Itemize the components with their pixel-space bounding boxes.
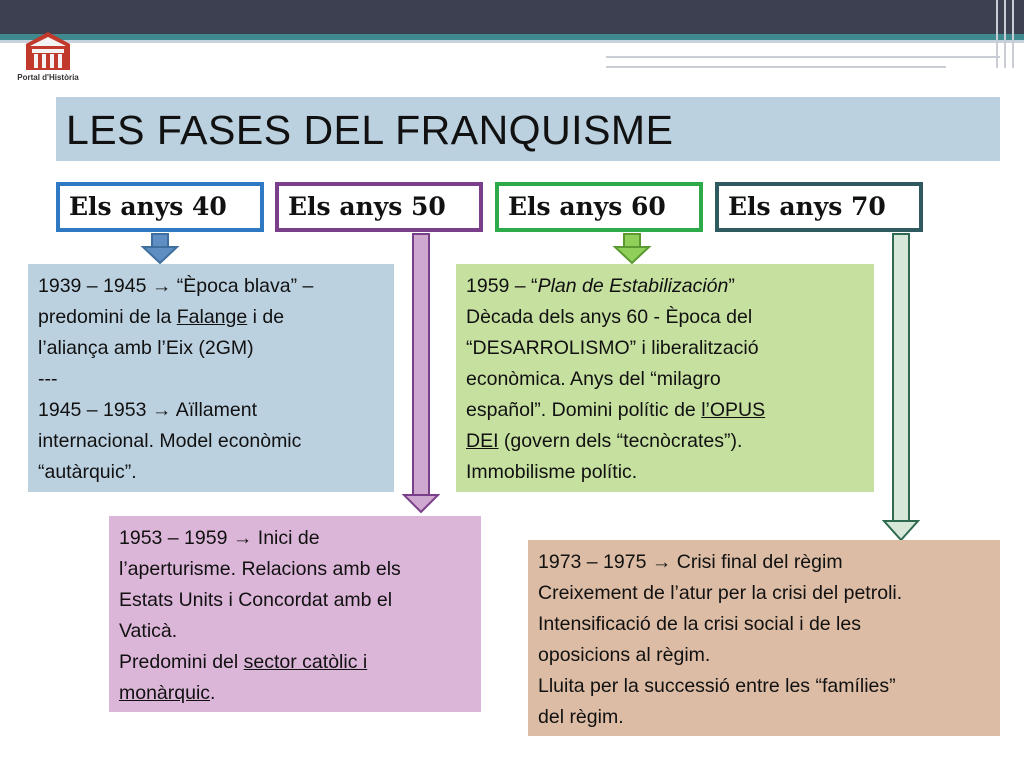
arrow-60 <box>615 234 649 263</box>
text: Lluita per la successió entre les “famílies” <box>538 675 896 697</box>
text: “DESARROLISMO” i liberalització <box>466 337 759 359</box>
text: internacional. Model econòmic <box>38 430 302 452</box>
text: Intensificació de la crisi social i de les <box>538 613 861 635</box>
text: Crisi final del règim <box>671 551 843 573</box>
box-anys-60 <box>456 264 874 492</box>
text: Aïllament <box>171 399 257 421</box>
text: “autàrquic”. <box>38 461 137 483</box>
right-arrow-icon: → <box>651 551 672 573</box>
text: 1973 – 1975 <box>538 551 652 573</box>
arrow-40 <box>143 234 177 263</box>
text: del règim. <box>538 706 624 728</box>
box-anys-40 <box>28 264 394 492</box>
box-anys-50 <box>109 516 481 712</box>
plan-estabilizacion-term: Plan de Estabilización <box>537 275 729 297</box>
opus-dei-term: DEI <box>466 430 499 452</box>
text: Inici de <box>252 527 320 549</box>
text: oposicions al règim. <box>538 644 711 666</box>
arrow-50 <box>404 234 438 512</box>
text: Predomini del <box>119 651 244 673</box>
text: 1959 – “ <box>466 275 538 297</box>
text: econòmica. Anys del “milagro <box>466 368 721 390</box>
arrow-70 <box>884 234 918 540</box>
page-title: LES FASES DEL FRANQUISME <box>66 107 674 153</box>
text: predomini de la <box>38 306 177 328</box>
text: l’aliança amb l’Eix (2GM) <box>38 337 254 359</box>
period-anys-70: Els anys 70 <box>715 182 923 232</box>
period-anys-60: Els anys 60 <box>495 182 703 232</box>
text: “Època blava” – <box>171 275 314 297</box>
period-anys-50: Els anys 50 <box>275 182 483 232</box>
right-arrow-icon: → <box>232 527 253 549</box>
text: ” <box>728 275 735 297</box>
right-arrow-icon: → <box>151 275 172 297</box>
text: 1939 – 1945 <box>38 275 152 297</box>
text: l’aperturisme. Relacions amb els <box>119 558 401 580</box>
text: Dècada dels anys 60 - Època del <box>466 306 753 328</box>
opus-dei-term: l’OPUS <box>701 399 766 421</box>
text: . <box>210 682 216 704</box>
box-anys-70 <box>528 540 1000 736</box>
sector-catolic-term: sector catòlic i <box>243 651 368 673</box>
sector-catolic-term: monàrquic <box>119 682 211 704</box>
text: i de <box>247 306 285 328</box>
period-anys-40: Els anys 40 <box>56 182 264 232</box>
logo-text: Portal d'Història <box>17 73 79 82</box>
text: Estats Units i Concordat amb el <box>119 589 393 611</box>
text: 1945 – 1953 <box>38 399 152 421</box>
right-arrow-icon: → <box>151 399 172 421</box>
text: español”. Domini polític de <box>466 399 702 421</box>
text: (govern dels “tecnòcrates”). <box>498 430 743 452</box>
falange-term: Falange <box>176 306 248 328</box>
text: Immobilisme polític. <box>466 461 638 483</box>
text: Vaticà. <box>119 620 178 642</box>
separator-text: --- <box>38 368 58 390</box>
text: 1953 – 1959 <box>119 527 233 549</box>
text: Creixement de l’atur per la crisi del petroli. <box>538 582 903 604</box>
